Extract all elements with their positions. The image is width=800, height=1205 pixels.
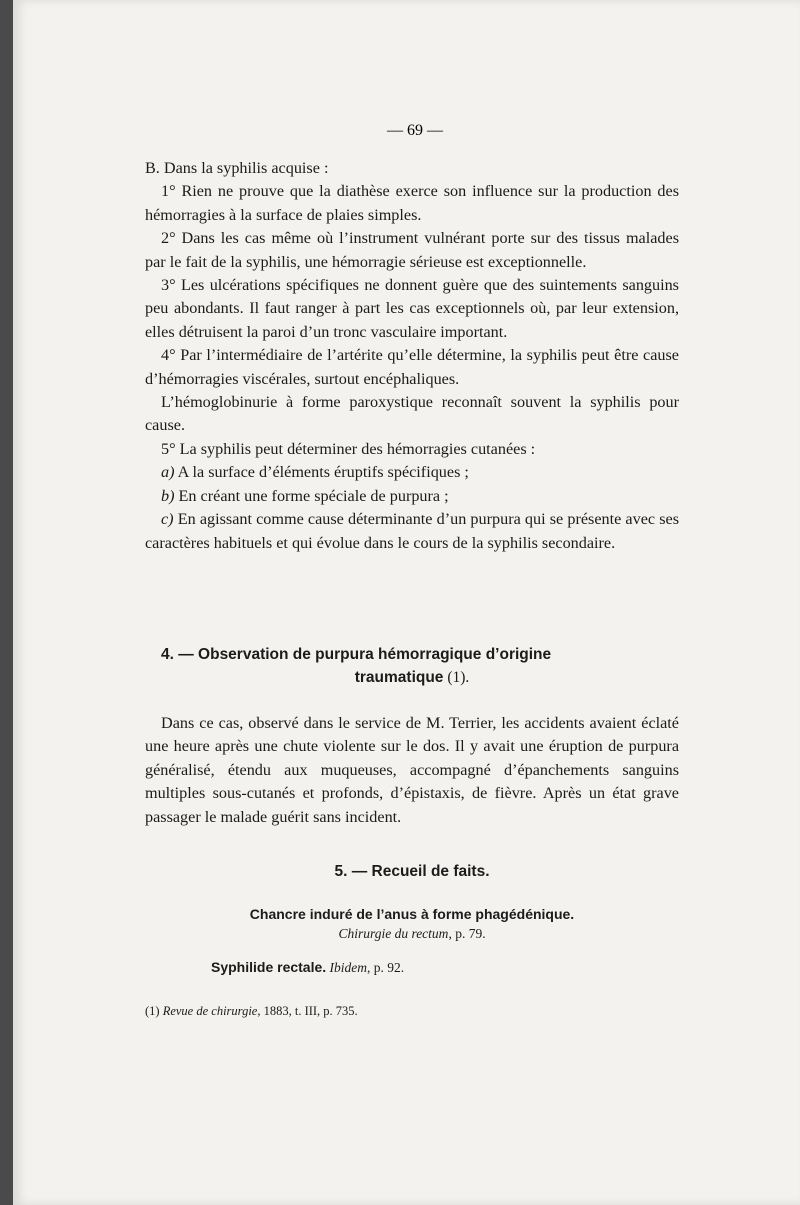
observation-text: Dans ce cas, observé dans le service de M. Terrier, les accidents avaient éclaté une heure après une chute violente sur le dos. Il y avait une éruption de purpura généralisé, étendu aux muqueuses, accompagné d’épanchements sanguins multiples sous-cutanés et profonds, d’épistaxis, de fièvre. Après un état grave passager le malade guérit sans incident. [145, 714, 679, 826]
observation-heading-line1: 4. — Observation de purpura hémorragique d’origine [161, 646, 552, 663]
chancre-source-title: Chirurgie du rectum [338, 926, 449, 941]
sub-item-a [145, 461, 679, 484]
sub-item-letter: a) [161, 463, 175, 482]
observation-heading [145, 643, 679, 689]
observation-heading-word: traumatique [354, 669, 444, 686]
chancre-source-page: , p. 79. [448, 926, 486, 941]
sub-item-letter: b) [161, 486, 175, 505]
point-4: 4° Par l’intermédiaire de l’artérite qu’elle détermine, la syphilis peut être cause d’hémorragies viscérales, surtout encéphaliques. [145, 346, 679, 388]
chancre-title: Chancre induré de l’anus à forme phagédénique. [249, 906, 575, 922]
chancre-entry [145, 904, 679, 944]
sub-item-b [145, 485, 679, 508]
chancre-source [145, 924, 679, 944]
point-2: 2° Dans les cas même où l’instrument vulnérant porte sur des tissus malades par le fait de la syphilis, une hémorragie sérieuse est exceptionnelle. [145, 229, 679, 271]
footnote [145, 1000, 679, 1023]
recueil-heading: 5. — Recueil de faits. [334, 863, 490, 880]
observation-heading-line2 [145, 666, 679, 689]
section-b [145, 157, 679, 555]
point-hemoglobinurie: L’hémoglobinurie à forme paroxystique reconnaît souvent la syphilis pour cause. [145, 393, 679, 435]
section-b-intro: B. Dans la syphilis acquise : [145, 159, 329, 177]
point-3: 3° Les ulcérations spécifiques ne donnent guère que des suintements sanguins peu abondants. Il faut ranger à part les cas exceptionnels où, par leur extension, elles détruisent la paroi d’un tronc vasculaire important. [145, 276, 679, 341]
syphilide-title: Syphilide rectale. [211, 959, 327, 975]
sub-item-text: En créant une forme spéciale de purpura ; [174, 486, 449, 505]
page-number: — 69 — [387, 122, 443, 139]
syphilide-source-page: , p. 92. [367, 960, 405, 975]
syphilide-source-title: Ibidem [326, 960, 368, 975]
footnote-ref: , 1883, t. III, p. 735. [257, 1004, 358, 1018]
sub-item-letter: c) [161, 510, 174, 529]
observation-paragraph [145, 712, 679, 829]
point-1: 1° Rien ne prouve que la diathèse exerce son influence sur la production des hémorragies à la surface de plaies simples. [145, 182, 679, 224]
sub-item-text: A la surface d’éléments éruptifs spécifiques ; [174, 463, 469, 482]
point-5: 5° La syphilis peut déterminer des hémorragies cutanées : [161, 439, 536, 458]
page [13, 0, 800, 1205]
footnote-marker: (1) [145, 1004, 163, 1018]
sub-item-c [145, 508, 679, 555]
sub-item-text: En agissant comme cause déterminante d’un purpura qui se présente avec ses caractères habituels et qui évolue dans le cours de la syphilis secondaire. [145, 510, 679, 552]
syphilide-entry [211, 956, 681, 979]
footnote-ref-marker: (1). [443, 669, 470, 686]
footnote-journal: Revue de chirurgie [162, 1004, 258, 1018]
